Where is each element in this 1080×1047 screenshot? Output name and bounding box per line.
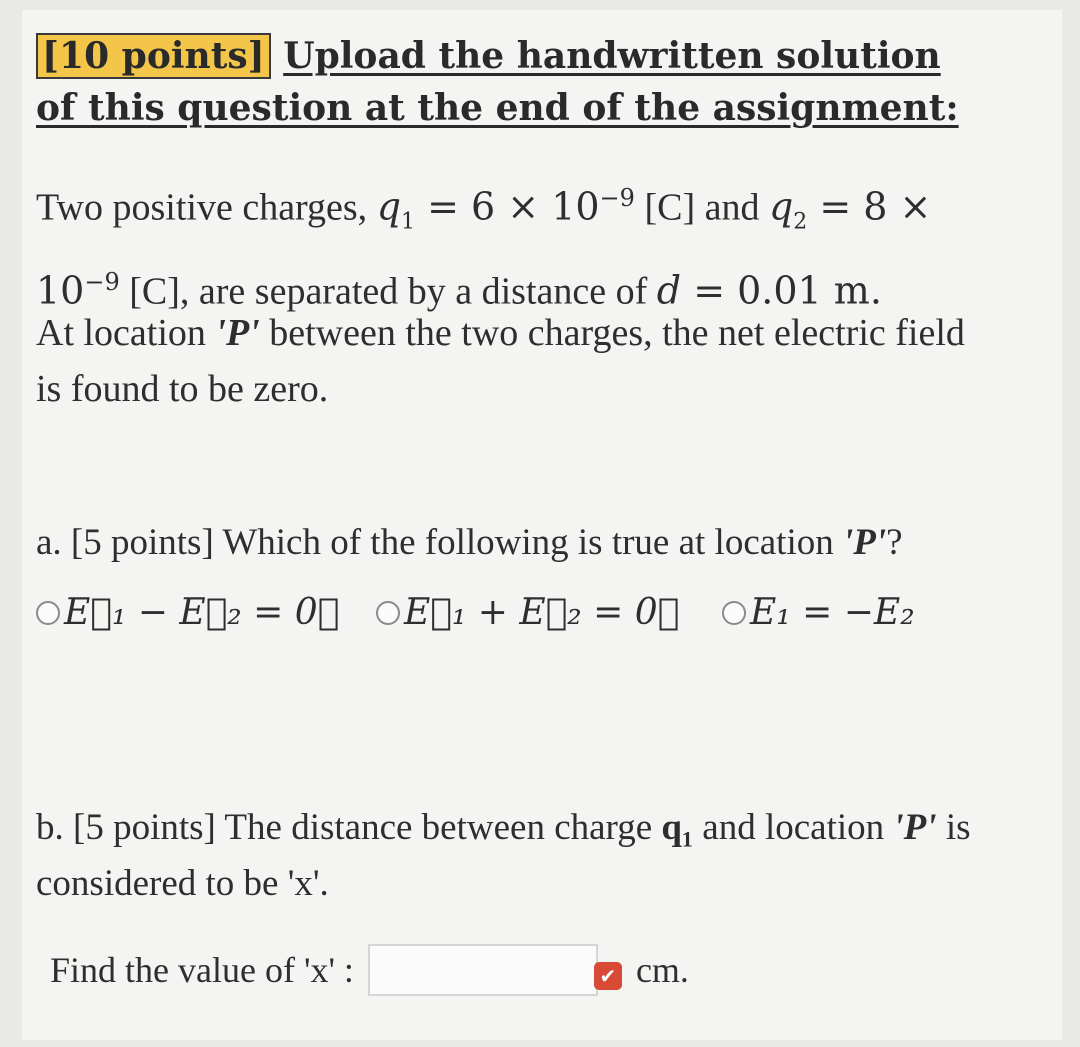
points-badge: [10 points] xyxy=(36,33,271,79)
choice-option-2[interactable] xyxy=(376,592,679,633)
para2-text-2: between the two charges, the net electric field is found to be zero. xyxy=(36,312,965,410)
header-title: Upload the handwritten solution of this question at the end of the assignment: xyxy=(36,35,959,129)
radio-button-icon[interactable] xyxy=(376,601,400,625)
answer-field-wrapper xyxy=(354,944,617,996)
choice-label-2: E⃗₁ + E⃗₂ = 0⃗ xyxy=(404,592,680,633)
location-p: 'P' xyxy=(215,312,260,354)
part-a-question xyxy=(36,515,1016,571)
d-symbol: d xyxy=(656,268,682,313)
choice-option-3[interactable] xyxy=(722,592,915,633)
q1-subscript: 1 xyxy=(401,209,416,235)
find-label: Find the value of 'x' : xyxy=(50,950,354,990)
problem-statement xyxy=(36,168,996,322)
part-a-location-p: 'P' xyxy=(842,522,887,563)
part-a-text-2: ? xyxy=(886,522,903,563)
q1-value: = 6 × 10 xyxy=(415,184,600,229)
d-value: = 0.01 m. xyxy=(681,268,882,313)
part-b-location-p: 'P' xyxy=(893,807,937,848)
unit-label: cm. xyxy=(635,950,689,990)
part-b-q1: q₁ xyxy=(661,807,694,848)
x-answer-input[interactable] xyxy=(368,944,598,996)
answer-row xyxy=(50,940,750,1000)
radio-button-icon[interactable] xyxy=(722,601,746,625)
question-header xyxy=(36,30,976,134)
choice-label-1: E⃗₁ − E⃗₂ = 0⃗ xyxy=(64,592,340,633)
part-b-text-3: is considered to be 'x'. xyxy=(36,807,971,904)
q2-symbol: q xyxy=(768,184,794,229)
q2-value: = 8 × 10 xyxy=(36,184,932,313)
intro-text-1: Two positive charges, xyxy=(36,186,377,229)
radio-button-icon[interactable] xyxy=(36,601,60,625)
choice-option-1[interactable] xyxy=(36,592,339,633)
zero-field-statement xyxy=(36,305,996,417)
q2-subscript: 2 xyxy=(793,209,808,235)
q1-symbol: q xyxy=(376,184,402,229)
part-b-question xyxy=(36,800,996,912)
q2-unit: [C], are separated by a distance of xyxy=(119,270,657,313)
part-b-text-1: b. [5 points] The distance between charge xyxy=(36,807,662,848)
para2-text-1: At location xyxy=(36,312,216,354)
q2-exponent: −9 xyxy=(84,268,120,297)
choice-label-3: E₁ = −E₂ xyxy=(750,592,915,633)
q1-unit: [C] and xyxy=(634,186,769,229)
part-a-choices xyxy=(36,592,996,652)
part-a-text-1: a. [5 points] Which of the following is true at location xyxy=(36,522,843,563)
check-icon: ✔ xyxy=(594,962,622,990)
q1-exponent: −9 xyxy=(599,184,635,212)
part-b-text-2: and location xyxy=(693,807,894,848)
